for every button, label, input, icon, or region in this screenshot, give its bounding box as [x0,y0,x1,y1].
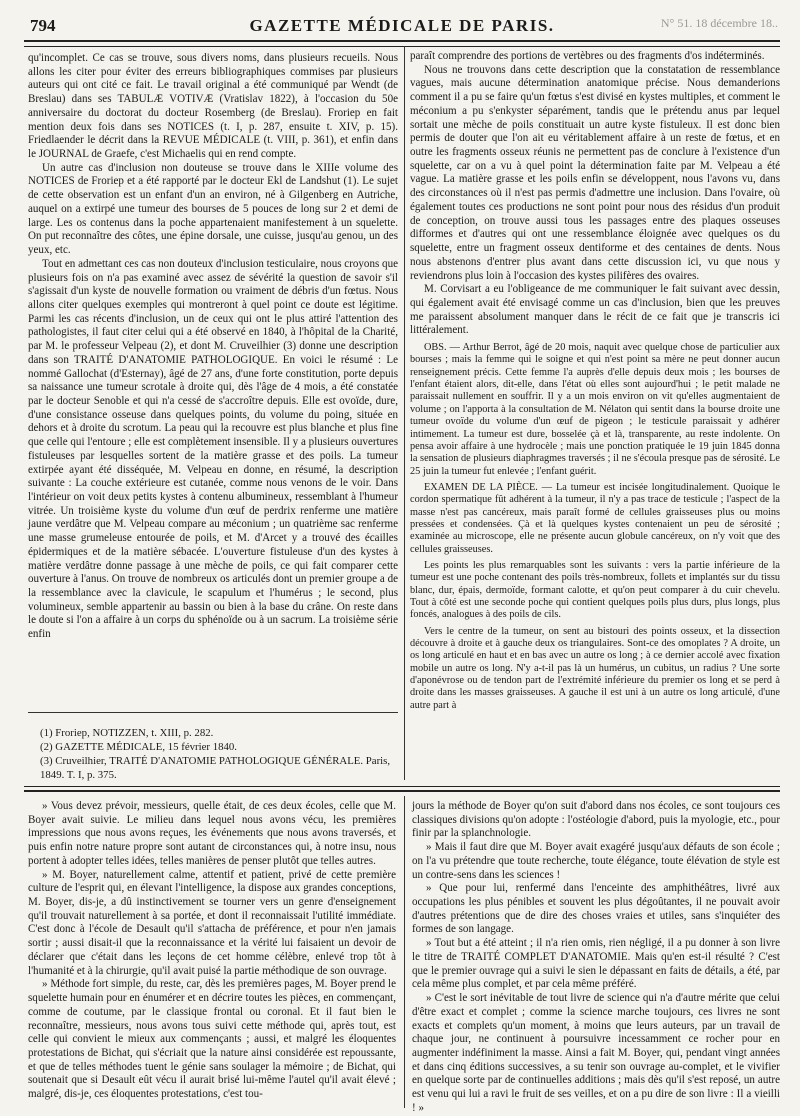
left-paragraph-3: Tout en admettant ces cas non douteux d'inclusion testiculaire, nous croyons que plusieurs fois on n'a pas examiné avec assez de sévérité la question de savoir s'il s'agissait d'un kyste de nouvelle formation ou vraiment de débris d'un fœtus. Nous allons citer quelques exemples qui montreront à quel point ce doute est légitime. Parmi les cas récents d'inclusion, un de ceux qui ont le plus attiré l'attention des pathologistes, il faut citer celui qui a été observé en 1840, à l'hôpital de la Charité, par M. le professeur Velpeau (2), et dont M. Cruveilhier (3) donne une description dans son TRAITÉ D'ANATOMIE PATHOLOGIQUE. En voici le résumé : Le nommé Gallochat (d'Esternay), âgé de 27 ans, d'une forte constitution, porte depuis sa naissance une tumeur scrotale à droite qui, dès l'âge de 4 mois, a été constatée par le docteur Senoble et qui n'a cessé de s'accroître depuis. Elle est ovoïde, dure, d'une consistance osseuse dans quelques points, du volume du poing, située en dehors et à droite du scrotum. La peau qui la recouvre est plus blanche et plus fine que celle qui l'entoure ; elle est complètement insensible. Il y a plusieurs ouvertures fistuleuses par lesquelles sortent de la matière grasse et des poils. La tumeur extirpée ayant été disséquée, M. Velpeau en donne, en résumé, la description suivante : La couche extérieure est cutanée, comme nous venons de le voir. Dans l'intérieur on voit deux petits kystes à contenu albumineux, ressemblant à l'humeur vitrée. Un troisième kyste du volume d'un œuf de perdrix renferme une matière jaune verdâtre que M. Velpeau compare au méconium ; un quatrième sac renferme une masse grumeleuse entourée de poils, et M. d'Arcet y a trouvé des écailles épidermiques et de la matière sébacée. L'ouverture fistuleuse d'un des kystes à matière verdâtre donne passage à une mèche de poils, ce qui fait comparer cette ouverture à l'anus. On trouve de nombreux os articulés dont un premier groupe a de la ressemblance avec la clavicule, le scapulum et l'humérus ; le second, plus volumineux, semble appartenir au bassin ou bien à la base du crâne. On reste dans le doute si l'on a affaire à un corps du sphénoïde ou à un sacrum. La troisième série enfin [28,257,398,641]
left-paragraph-1: qu'incomplet. Ce cas se trouve, sous divers noms, dans plusieurs recueils. Nous allons les citer pour éviter des erreurs bibliographiques commises par plusieurs auteurs qui ont cité ce fait. Le travail original a été communiqué par Wendt (de Breslau) dans ses TABULÆ VOTIVÆ (Vratislav 1822), à l'occasion du 50e anniversaire du doctorat du docteur Rosemberg (de Breslau). Froriep en fait mention deux fois dans ses NOTICES (t. I, p. 287, ensuite t. XIV, p. 15). Friedlaender le décrit dans la REVUE MÉDICALE (t. VIII, p. 361), et enfin dans le JOURNAL de Graefe, c'est Michaelis qui en rend compte. [28,52,398,161]
bottom-right-paragraph-4: » Tout but a été atteint ; il n'a rien omis, rien négligé, il a pu donner à son livre le titre de TRAITÉ COMPLET D'ANATOMIE. Mais qu'en est-il résulté ? C'est que le premier ouvrage qui a suivi le sien le dépassant en faits de détails, a été, par cela même plus complet, et par cela même préféré. [412,937,780,991]
remarkable-points-paragraph: Les points les plus remarquables sont les suivants : vers la partie inférieure de la tumeur est une poche contenant des poils très-nombreux, follets et implantés sur du tissu blanc, dur, épais, dermoïde, formant calotte, et qu'on peut comparer à du cuir chevelu. Tout à côté est une seconde poche qui contient quelques poils plus durs, plus longs, plus foncés, analogues à des poils de cils. [410,559,780,621]
tumor-center-paragraph: Vers le centre de la tumeur, on sent au bistouri des points osseux, et la dissection découvre à droite et à gauche deux os triangulaires. Sont-ce des omoplates ? A droite, un os long articulé en haut et en bas avec un autre os long ; à ce dernier accolé avec fixation mobile un autre os long. N'y a-t-il pas là un humérus, un cubitus, un radius ? Une sorte d'aponévrose ou de tendon part de l'extrémité inférieure du premier os long et se perd à droite dans les masses graisseuses. A gauche il est uni à un autre os long articulé, d'une autre part à [410,625,780,711]
footnote-2: (2) GAZETTE MÉDICALE, 15 février 1840. [40,741,237,754]
column-divider-top [404,46,405,780]
footnotes-rule [28,712,398,713]
footnote-3: (3) Cruveilhier, TRAITÉ D'ANATOMIE PATHOLOGIQUE GÉNÉRALE. Paris, 1849. T. I, p. 375. [40,755,391,782]
page-header [24,14,780,38]
bottom-right-paragraph-1: jours la méthode de Boyer qu'on suit d'abord dans nos écoles, ce sont toujours ces classiques divisions qu'on adopte : l'ostéologie d'abord, puis la myologie, etc., pour finir par la splanchnologie. [412,800,780,840]
bottom-right-paragraph-3: » Que pour lui, renfermé dans l'enceinte des amphithéâtres, livré aux occupations les plus pénibles et souvent les plus dégoûtantes, il ne pouvait avoir d'autres prétentions que de dire des choses vraies et utiles, sans s'inquiéter des formes de son langage. [412,882,780,936]
bottom-left-column [28,800,396,1106]
observation-paragraph: OBS. — Arthur Berrot, âgé de 20 mois, naquit avec quelque chose de particulier aux bourses ; mais la femme qui le soigne et qui n'est point sa mère ne peut donner aucun renseignement précis. Cette femme l'a auprès d'elle depuis deux mois ; les bourses de l'enfant étaient alors, dit-elle, dans l'état où elles sont aujourd'hui ; le petit malade ne paraissait nullement en souffrir. Il y a un mois environ on vit qu'elles augmentaient de volume ; on l'apporta à la consultation de M. Nélaton qui sentit dans la bourse droite une tumeur ovoïde du volume d'un œuf de pigeon ; le testicule paraissait y adhérer intimement. La tumeur est dure, bosselée çà et là, transparente, au reste indolente. On pensa avoir affaire à une hydrocèle ; mais une ponction pratiquée le 19 juin 1845 donna la sensation de plusieurs diaphragmes traversés ; il ne s'écoula presque pas de sérosité. Le 25 juin la tumeur fut enlevée ; l'enfant guérit. [410,342,780,477]
bottom-left-paragraph-3: » Méthode fort simple, du reste, car, dès les premières pages, M. Boyer prend le squelette humain pour en énumérer et en décrire toutes les pièces, en commençant, comme de coutume, par le classique frontal ou coronal. Et il faut bien le reconnaître, messieurs, nous avons tous suivi cette méthode qui, après tout, est celle qui convient le mieux aux commençants ; aussi, et malgré les éloquentes protestations de Bichat, qui s'écriait que la nature ainsi considérée est repoussante, et que de telles méthodes tuent le génie sans soulager la mémoire ; de Bichat, qui soutenait que si Desault eût vécu il aurait brisé lui-même l'autel qu'il avait élevé ; malgré, dis-je, ces éloquentes protestations, c'est tou- [28,978,396,1101]
right-paragraph-3: M. Corvisart a eu l'obligeance de me communiquer le fait suivant avec dessin, qui également avait été envisagé comme un cas d'inclusion, bien que les preuves me paraissent absolument manquer dans le récit de ce fait que je transcris ici littéralement. [410,283,780,337]
faint-header-date: N° 51. 18 décembre 18.. [660,16,778,30]
bottom-left-paragraph-2: » M. Boyer, naturellement calme, attentif et patient, privé de cette première culture de l'esprit qui, en élevant l'intelligence, la dispose aux grandes conceptions, M. Boyer, dis-je, a dû instinctivement se tourner vers un genre d'enseignement qu'il trouvait naturellement à sa portée, et dont il reconnaissait l'utilité immédiate. C'est donc à l'école de Desault qu'il s'attacha de préférence, et pour n'en jamais sortir ; aussi disait-il que la reconnaissance et la vérité lui faisaient un devoir de déclarer que c'était dans les leçons de cet homme célèbre, enlevé trop tôt à l'humanité et à la chirurgie, qu'il avait puisé la partie méthodique de son ouvrage. [28,868,396,977]
bottom-right-column [412,800,780,1114]
right-paragraph-1: paraît comprendre des portions de vertèbres ou des fragments d'os indéterminés. [410,50,765,62]
column-divider-bottom [404,796,405,1108]
footnotes [40,726,402,782]
bottom-right-paragraph-5: » C'est le sort inévitable de tout livre de science qui n'a d'autre mérite que celui d'être exact et complet ; comme la science marche toujours, ces livres ne sont exacts et complets qu'un moment, à moins que leurs auteurs, par un travail de chaque jour, ne continuent à poursuivre incessamment ce rocher pour en augmenter indéfiniment la masse. Ainsi a fait M. Boyer, qui, pendant vingt années et dans cinq éditions successives, a su tenir son ouvrage au-complet, et le vivifier en quelque sorte par de continuelles additions ; mais dès qu'il s'est reposé, un autre est venu qui lui a ravi le fruit de ses veilles, et on a pu dire de son livre : Il a vieilli ! » [412,992,780,1114]
left-column [28,52,398,702]
right-paragraph-2: Nous ne trouvons dans cette description que la constatation de ressemblance vagues, mais aucune détermination anatomique précise. Nous demanderions comment il a pu se faire qu'un fœtus s'est divisé en kystes multiples, et comment le méconium a pu s'enkyster séparément, tandis que le prétendu anus par lequel sortait une mèche de poils constituait un autre kyste fistuleux. Il est donc bien permis de douter que l'on ait eu véritablement affaire à un reste de fœtus, et en outre les fragments osseux réunis ne permettent pas de conclure à l'existence d'un squelette, car on a vu à quel point la détermination faite par M. Velpeau a été vague. La matière grasse et les poils enfin se développent, nous l'avons vu, dans des circonstances où il n'est pas permis d'admettre une inclusion. Dans l'ovaire, où également toutes ces productions ne sont point pour nous des résidus d'un produit de conception, on trouve aussi tous les passages entre des plaques osseuses difformes et d'autres qui ont une ressemblance éloignée avec quelques os du squelette, entre un fragment osseux dentiforme et des centaines de dents. Nous nous abstenons d'entrer plus avant dans cette discussion ici, vu que nous y reviendrons plus loin à l'occasion des kystes pilifères des ovaires. [410,63,780,282]
right-column [410,50,780,780]
left-paragraph-2: Un autre cas d'inclusion non douteuse se trouve dans le XIIIe volume des NOTICES de Froriep et a été rapporté par le docteur Ekl de Landshut (1). Le sujet de cette observation est un enfant d'un an environ, né à Gilgenberg en Autriche, auquel on a extirpé une tumeur des bourses de 5 pouces de long sur 2 et demi de large. Les os contenus dans la poche appartenaient manifestement à un squelette. On put reconnaître des côtes, une épine dorsale, une cuisse, jusqu'au genou, un des yeux, etc. [28,161,398,257]
journal-title: GAZETTE MÉDICALE DE PARIS. [249,16,555,35]
header-rule [24,40,780,47]
bottom-right-paragraph-2: » Mais il faut dire que M. Boyer avait exagéré jusqu'aux défauts de son école ; on l'a vu prétendre que toute recherche, toute élégance, toute élévation de style est un contre-sens dans les sciences ! [412,841,780,881]
section-divider-rule [24,786,780,792]
footnote-1: (1) Froriep, NOTIZZEN, t. XIII, p. 282. [40,727,214,739]
bottom-left-paragraph-1: » Vous devez prévoir, messieurs, quelle était, de ces deux écoles, celle que M. Boyer avait suivie. Le milieu dans lequel nous avons vécu, les premières impressions que nous avons reçues, les événements que nous avons traversés, et puis enfin notre nature propre sont autant de circonstances qui, à notre insu, nous portent à adopter telles idées, telles manières de penser plutôt que telles autres. [28,800,396,867]
examination-paragraph: EXAMEN DE LA PIÈCE. — La tumeur est incisée longitudinalement. Quoique le cordon spermatique fût adhérent à la tumeur, il n'y a pas trace de testicule ; l'aspect de la masse n'est pas cancéreux, mais paraît formé de cellules graisseuses plus ou moins pressées et condensées. Çà et là quelques kystes contenaient un peu de sérosité ; examinée au microscope, elle ne présente aucun globule cancéreux, on n'y voit que des cellules graisseuses. [410,481,780,555]
page-number: 794 [30,16,56,35]
